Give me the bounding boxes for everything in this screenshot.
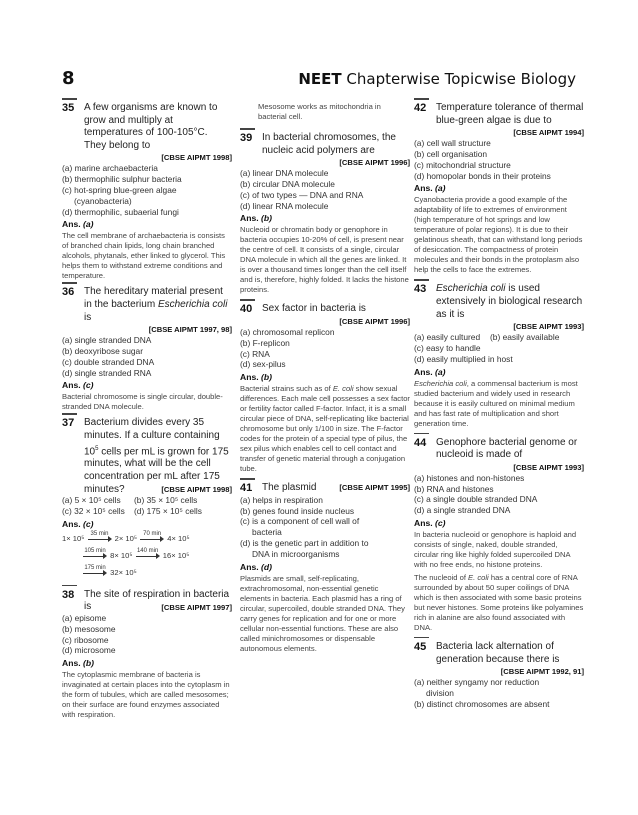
- question-text-italic: Escherichia coli: [157, 298, 228, 310]
- question-41: [240, 482, 410, 653]
- question-number: 40: [240, 303, 253, 316]
- question-text: [262, 482, 410, 495]
- explanation: [414, 573, 584, 633]
- explanation: Cyanobacteria provide a good example of the adaptability of life to extremes of environment (high temperature of hot springs and low temperature of polar regions). It is due to their gelatinous sheath, that can withstand long periods of desiccation. The compactness of protein molecules and their bonds in the protoplasm also help the cells to face the extremes.: [414, 195, 583, 275]
- arrow-label: 70 min: [143, 530, 162, 537]
- page-header: [0, 0, 638, 95]
- calc-term: 4× 10⁵: [167, 533, 190, 543]
- exam-tag: [CBSE AIPMT 1995]: [339, 483, 410, 493]
- question-marker: [414, 98, 429, 100]
- option: (d) 175 × 10⁵ cells: [134, 506, 202, 517]
- option-continued: DNA in microorganisms: [252, 548, 340, 559]
- explanation: Bacterial chromosome is single circular, double-stranded DNA molecule.: [62, 392, 223, 412]
- exam-tag: [CBSE AIPMT 1993]: [513, 322, 584, 332]
- option: (c) 32 × 10⁵ cells: [62, 506, 125, 517]
- answer-label: Ans.: [414, 366, 433, 377]
- answer-value: (b): [83, 658, 94, 669]
- calc-line-2: [62, 547, 232, 564]
- question-number: 37: [62, 417, 75, 430]
- explanation: The cytoplasmic membrane of bacteria is invaginated at certain places into the cytoplasm in the form of tubules, which are called mesosomes; on their surface are found enzymes associated with respiration.: [62, 670, 230, 720]
- explanation-italic: E. coli: [468, 572, 489, 582]
- explanation: In bacteria nucleoid or genophore is haploid and consists of single, naked, double stranded, circular ring like highly folded supercoiled DNA with no free ends, no histone proteins.: [414, 529, 577, 569]
- option: (d) linear RNA molecule: [240, 200, 329, 211]
- calc-term: 1× 10⁵: [62, 533, 85, 543]
- question-text-part: cells per mL is grown for 175 minutes, what will be the cell concentration per mL after 175 minutes?: [84, 445, 229, 495]
- option: (c) a single double stranded DNA: [414, 494, 538, 505]
- question-number: 41: [240, 482, 253, 495]
- question-marker: [414, 279, 429, 281]
- answer: [414, 183, 584, 194]
- page-number: 8: [62, 68, 75, 89]
- question-marker: [62, 98, 77, 100]
- question-marker: [62, 585, 77, 587]
- question-38: [62, 589, 232, 720]
- continued-explanation: Mesosome works as mitochondria in bacterial cell.: [258, 102, 381, 121]
- question-text-part: The hereditary material present in the bacterium: [84, 286, 223, 310]
- option: (b) thermophilic sulphur bacteria: [62, 174, 182, 185]
- question-45: [414, 641, 584, 710]
- option-continued: division: [426, 687, 454, 698]
- option: (b) genes found inside nucleus: [240, 505, 355, 516]
- exam-tag: [CBSE AIPMT 1997, 98]: [148, 325, 232, 335]
- column-1: [62, 102, 232, 723]
- answer: [62, 658, 232, 669]
- exam-tag: [CBSE AIPMT 1998]: [161, 485, 232, 495]
- answer-value: (a): [435, 366, 446, 377]
- option: (b) RNA and histones: [414, 483, 494, 494]
- question-42: [414, 102, 584, 275]
- calc-term: 8× 10⁵: [110, 550, 133, 560]
- explanation: [414, 379, 584, 429]
- option: (b) F-replicon: [240, 337, 290, 348]
- calc-term: 16× 10⁵: [162, 550, 190, 560]
- question-marker: [240, 478, 255, 480]
- option: (b) cell organisation: [414, 148, 488, 159]
- question-text: The site of respiration in bacteria is: [84, 588, 230, 613]
- option: (b) easily available: [490, 332, 560, 343]
- exam-tag: [CBSE AIPMT 1994]: [513, 128, 584, 138]
- question-marker: [240, 128, 255, 130]
- answer-value: (d): [261, 561, 272, 572]
- answer-label: Ans.: [62, 518, 81, 529]
- option: (d) easily multiplied in host: [414, 353, 513, 364]
- explanation-part: has a central core of RNA surrounded by about 50 super coilings of DNA which is then associated with some basic proteins but never histones. Some proteins like polyamines rich in alanine are also found associated with DNA.: [414, 572, 584, 632]
- answer: [240, 213, 410, 224]
- option: (b) mesosome: [62, 623, 116, 634]
- answer-value: (a): [83, 219, 94, 230]
- question-number: 38: [62, 588, 75, 601]
- question-marker: [414, 433, 429, 435]
- superscript: 5: [95, 445, 99, 452]
- option: (a) linear DNA molecule: [240, 168, 329, 179]
- answer: [240, 372, 410, 383]
- options: [414, 473, 584, 516]
- question-37: [62, 417, 232, 580]
- option: (a) neither syngamy nor reduction: [414, 677, 540, 688]
- answer-label: Ans.: [240, 372, 259, 383]
- question-text: Bacteria lack alternation of generation because there is: [436, 640, 560, 665]
- explanation: The cell membrane of archaebacteria is consists of branched chain lipids, long chain branched alcohols, phytanals, ether linked to glycerol. This helps them to withstand extreme conditions and temperature.: [62, 231, 226, 281]
- question-marker: [240, 299, 255, 301]
- answer: [62, 519, 232, 530]
- option: (d) thermophilic, subaerial fungi: [62, 206, 179, 217]
- calc-line-1: [62, 530, 232, 547]
- option: (c) is a component of cell wall of: [240, 516, 360, 527]
- question-text-part: is used extensively in biological research as it is: [436, 283, 583, 320]
- option: (d) single stranded RNA: [62, 367, 152, 378]
- explanation-italic: E. coli: [332, 384, 354, 394]
- exam-tag: [CBSE AIPMT 1996]: [339, 316, 410, 326]
- column-2: [240, 102, 410, 657]
- answer-label: Ans.: [414, 183, 433, 194]
- explanation-part: show sexual differences. Each male cell possesses a sex factor or fertility factor called F-factor. Infact, it is a small circular piece of DNA, self-replicating like bacterial chromosome but only 1/100 in size. The F-factor codes for the protein of a special type of pilus, the sex pilus which enables cell to cell contact and transfer of genetic material through a conjugation tube.: [240, 384, 410, 474]
- explanation-part: Bacterial strains such as of: [240, 384, 333, 394]
- answer: [240, 562, 410, 573]
- option: (a) episome: [62, 613, 107, 623]
- explanation: Nucleoid or chromatin body or genophore in bacteria occupies 10-20% of cell, is present near the centre of cell. It consists of a single, circular DNA molecule in which all the genes are linked. It is over a thousand times longer than the cell itself and is, therefore, highly folded. It lacks the histone proteins.: [240, 225, 409, 295]
- question-text: Temperature tolerance of thermal blue-green algae is due to: [436, 102, 584, 126]
- option-row: [62, 506, 232, 517]
- question-39: [240, 132, 410, 295]
- option: (c) double stranded DNA: [62, 356, 155, 367]
- option: (b) deoxyribose sugar: [62, 345, 143, 356]
- answer: [62, 380, 232, 391]
- calc-term: 32× 10⁵: [110, 567, 137, 577]
- question-number: 39: [240, 132, 253, 144]
- question-number: 44: [414, 436, 427, 449]
- option: (a) chromosomal replicon: [240, 326, 335, 337]
- option: (b) circular DNA molecule: [240, 178, 335, 189]
- options: [62, 163, 232, 217]
- arrow-label: 35 min: [90, 530, 109, 537]
- option: (c) mitochondrial structure: [414, 159, 511, 170]
- answer-value: (b): [261, 213, 272, 224]
- explanation-part: , a commensal bacterium is most studied bacterium and widely used in research because it is easily cultured on minimal medium and has fast rate of multiplication and short generation time.: [414, 378, 578, 428]
- answer-value: (a): [435, 183, 446, 194]
- calc-line-3: [62, 564, 232, 581]
- option: (a) histones and non-histones: [414, 472, 525, 483]
- book-title-rest: Chapterwise Topicwise Biology: [341, 70, 576, 88]
- exam-tag: [CBSE AIPMT 1996]: [339, 158, 410, 168]
- answer-value: (c): [83, 518, 94, 529]
- question-text: Sex factor in bacteria is: [262, 303, 366, 315]
- answer-value: (b): [261, 372, 272, 383]
- question-35: [62, 102, 232, 281]
- explanation-italic: Escherichia coli: [414, 378, 467, 388]
- answer-value: (c): [435, 517, 446, 528]
- option: (a) easily cultured: [414, 332, 481, 343]
- options: [414, 138, 584, 181]
- question-number: 36: [62, 286, 75, 299]
- options: [414, 332, 584, 364]
- exam-tag: [CBSE AIPMT 1998]: [161, 153, 232, 163]
- options: [62, 495, 232, 517]
- question-44: [414, 437, 584, 633]
- question-text: In bacterial chromosomes, the nucleic acid polymers are: [262, 132, 396, 156]
- options: [62, 613, 232, 656]
- option: (c) RNA: [240, 348, 270, 359]
- option: (a) 5 × 10⁵ cells: [62, 495, 121, 506]
- question-text: [436, 283, 584, 321]
- answer: [414, 518, 584, 529]
- option: (b) 35 × 10⁵ cells: [134, 495, 198, 506]
- option: (c) hot-spring blue-green algae: [62, 184, 177, 195]
- question-marker: [414, 637, 429, 639]
- answer-label: Ans.: [62, 219, 81, 230]
- answer-label: Ans.: [62, 380, 81, 391]
- options: [240, 168, 410, 211]
- question-marker: [62, 413, 77, 415]
- exam-tag: [CBSE AIPMT 1993]: [513, 462, 584, 472]
- explanation: Plasmids are small, self-replicating, extrachromosomal, non-essential genetic elements in bacteria. Each plasmid has a ring of circular, supercoiled, double stranded DNA. They carry genes for replication and for one or more cellular non-essential functions. These are also called minichromosomes or dispensable autonomous elements.: [240, 573, 405, 653]
- arrow-label: 140 min: [136, 547, 159, 554]
- question-text: Genophore bacterial genome or nucleoid is made of: [436, 436, 578, 461]
- question-number: 42: [414, 102, 427, 114]
- option: (a) marine archaebacteria: [62, 163, 158, 174]
- option-row: [62, 495, 232, 506]
- question-36: [62, 286, 232, 412]
- question-text-part: is: [84, 311, 92, 323]
- question-text-part: Bacterium divides every 35 minutes. If a culture containing 10: [84, 417, 220, 457]
- calc-term: 2× 10⁵: [114, 533, 137, 543]
- answer-label: Ans.: [240, 561, 259, 572]
- option-continued: (cyanobacteria): [74, 195, 132, 206]
- option: (c) ribosome: [62, 634, 109, 645]
- question-marker: [62, 282, 77, 284]
- question-text: A few organisms are known to grow and multiply at temperatures of 100-105°C. They belong to: [84, 102, 218, 151]
- answer: [62, 219, 232, 230]
- arrow-label: 105 min: [84, 547, 106, 554]
- column-3: [414, 102, 584, 713]
- option-row: [414, 332, 584, 343]
- answer-label: Ans.: [240, 213, 259, 224]
- option: (a) single stranded DNA: [62, 335, 152, 346]
- options: [62, 335, 232, 378]
- question-number: 43: [414, 283, 427, 296]
- question-number: 35: [62, 102, 75, 114]
- question-number: 45: [414, 640, 427, 653]
- answer: [414, 367, 584, 378]
- option-continued: bacteria: [252, 527, 282, 538]
- answer-label: Ans.: [414, 517, 433, 528]
- option: (a) helps in respiration: [240, 494, 323, 505]
- question-text-part: The plasmid: [262, 482, 317, 494]
- book-title: [298, 70, 576, 88]
- options: [240, 495, 410, 560]
- growth-calculation: [62, 530, 232, 581]
- book-title-bold: NEET: [298, 70, 342, 88]
- option: (d) microsome: [62, 645, 116, 656]
- option: (b) distinct chromosomes are absent: [414, 698, 550, 709]
- option: (a) cell wall structure: [414, 138, 491, 149]
- answer-label: Ans.: [62, 658, 81, 669]
- option: (d) homopolar bonds in their proteins: [414, 170, 551, 181]
- option: (d) sex-pilus: [240, 359, 286, 370]
- exam-tag: [CBSE AIPMT 1992, 91]: [500, 667, 584, 677]
- option: (d) a single stranded DNA: [414, 505, 511, 516]
- option: (c) easy to handle: [414, 342, 481, 353]
- answer-value: (c): [83, 380, 94, 391]
- question-40: [240, 303, 410, 474]
- option: (c) of two types — DNA and RNA: [240, 189, 364, 200]
- explanation-part: The nucleoid of: [414, 572, 469, 582]
- options: [240, 327, 410, 370]
- exam-tag: [CBSE AIPMT 1997]: [161, 603, 232, 612]
- question-text: [84, 286, 232, 324]
- explanation: [240, 384, 410, 474]
- options: [414, 677, 584, 709]
- question-43: [414, 283, 584, 428]
- option: (d) is the genetic part in addition to: [240, 537, 369, 548]
- arrow-label: 175 min: [84, 564, 106, 571]
- question-text-italic: Escherichia coli: [436, 283, 506, 295]
